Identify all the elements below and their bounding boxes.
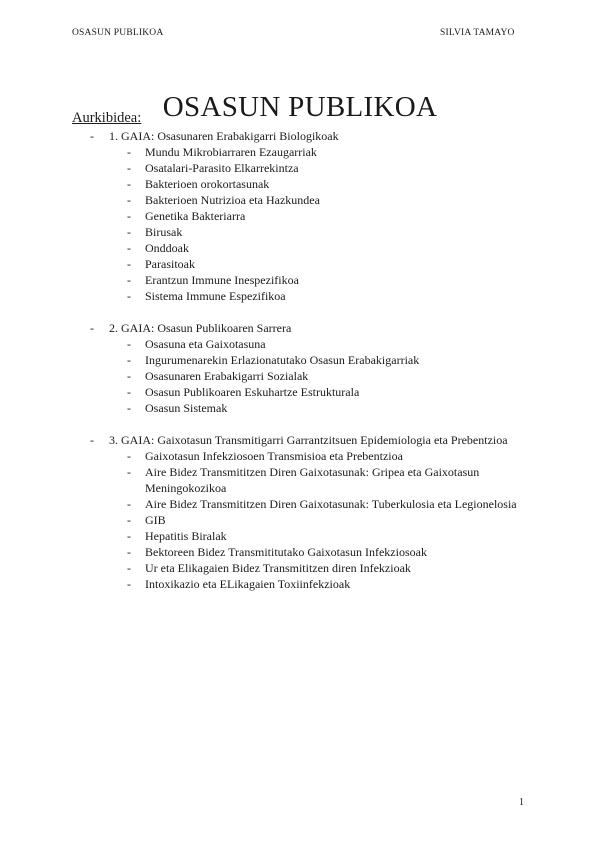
bullet-dash: - [127, 513, 131, 527]
toc-item [0, 576, 600, 592]
toc-item-label: Ingurumenarekin Erlazionatutako Osasun Erabakigarriak [145, 353, 420, 367]
toc-item [0, 512, 600, 528]
toc-item [0, 528, 600, 544]
toc-item [0, 448, 600, 464]
chapter-heading [0, 320, 600, 336]
toc-item [0, 144, 600, 160]
toc-item [0, 288, 600, 304]
toc-chapter [0, 128, 600, 320]
bullet-dash: - [127, 529, 131, 543]
chapter-label: 1. GAIA: Osasunaren Erabakigarri Biologikoak [109, 129, 339, 143]
toc-item-label: Hepatitis Biralak [145, 529, 227, 543]
toc-chapter [0, 432, 600, 592]
toc-item-label: Genetika Bakteriarra [145, 209, 246, 223]
toc-item [0, 160, 600, 176]
bullet-dash: - [127, 145, 131, 159]
toc-item-label: Erantzun Immune Inespezifikoa [145, 273, 299, 287]
toc-item-label: Osatalari-Parasito Elkarrekintza [145, 161, 299, 175]
toc-item [0, 496, 600, 512]
bullet-dash: - [90, 433, 94, 447]
bullet-dash: - [90, 129, 94, 143]
bullet-dash: - [127, 369, 131, 383]
chapter-items [0, 448, 600, 592]
toc-item [0, 224, 600, 240]
bullet-dash: - [127, 353, 131, 367]
page-number: 1 [519, 797, 524, 808]
bullet-dash: - [127, 401, 131, 415]
toc-item-label: Onddoak [145, 241, 189, 255]
bullet-dash: - [127, 561, 131, 575]
bullet-dash: - [127, 545, 131, 559]
chapter-spacer [0, 416, 600, 432]
toc-item-label: Birusak [145, 225, 183, 239]
toc-item-label: Mundu Mikrobiarraren Ezaugarriak [145, 145, 317, 159]
bullet-dash: - [127, 465, 131, 479]
toc-item [0, 272, 600, 288]
bullet-dash: - [127, 241, 131, 255]
toc-item [0, 368, 600, 384]
toc-item-label: Aire Bidez Transmititzen Diren Gaixotasunak: Gripea eta Gaixotasun Meningokozikoa [145, 465, 480, 495]
chapter-label: 3. GAIA: Gaixotasun Transmitigarri Garrantzitsuen Epidemiologia eta Prebentzioa [109, 433, 508, 447]
toc-item-label: Aire Bidez Transmititzen Diren Gaixotasunak: Tuberkulosia eta Legionelosia [145, 497, 517, 511]
toc-item-label: Bakterioen orokortasunak [145, 177, 270, 191]
bullet-dash: - [127, 257, 131, 271]
bullet-dash: - [127, 289, 131, 303]
bullet-dash: - [127, 161, 131, 175]
bullet-dash: - [127, 497, 131, 511]
toc-item [0, 192, 600, 208]
toc-item-label: Osasun Publikoaren Eskuhartze Estrukturala [145, 385, 360, 399]
chapter-heading [0, 128, 600, 144]
bullet-dash: - [127, 337, 131, 351]
toc-heading: Aurkibidea: [72, 110, 142, 126]
toc-item [0, 464, 600, 496]
bullet-dash: - [127, 577, 131, 591]
table-of-contents [0, 128, 600, 592]
toc-item [0, 240, 600, 256]
bullet-dash: - [127, 273, 131, 287]
toc-item [0, 256, 600, 272]
toc-item-label: Ur eta Elikagaien Bidez Transmititzen diren Infekzioak [145, 561, 411, 575]
toc-item-label: Osasunaren Erabakigarri Sozialak [145, 369, 309, 383]
chapter-heading [0, 432, 600, 448]
chapter-items [0, 336, 600, 416]
toc-item [0, 208, 600, 224]
chapter-spacer [0, 304, 600, 320]
toc-item-label: Parasitoak [145, 257, 195, 271]
toc-item [0, 400, 600, 416]
toc-item-label: Bektoreen Bidez Transmititutako Gaixotasun Infekziosoak [145, 545, 427, 559]
toc-item [0, 176, 600, 192]
running-header-right: SILVIA TAMAYO [440, 28, 515, 38]
bullet-dash: - [127, 209, 131, 223]
toc-item-label: Sistema Immune Espezifikoa [145, 289, 286, 303]
toc-item [0, 560, 600, 576]
bullet-dash: - [127, 177, 131, 191]
document-title: OSASUN PUBLIKOA [162, 91, 438, 124]
toc-item-label: Osasuna eta Gaixotasuna [145, 337, 266, 351]
running-header-left: OSASUN PUBLIKOA [72, 28, 164, 38]
bullet-dash: - [127, 225, 131, 239]
bullet-dash: - [127, 449, 131, 463]
toc-item [0, 336, 600, 352]
toc-item-label: Gaixotasun Infekziosoen Transmisioa eta Prebentzioa [145, 449, 403, 463]
bullet-dash: - [90, 321, 94, 335]
toc-item [0, 384, 600, 400]
toc-item-label: GIB [145, 513, 166, 527]
toc-item [0, 352, 600, 368]
toc-item-label: Intoxikazio eta ELikagaien Toxiinfekzioak [145, 577, 351, 591]
toc-item-label: Bakterioen Nutrizioa eta Hazkundea [145, 193, 320, 207]
bullet-dash: - [127, 193, 131, 207]
toc-item [0, 544, 600, 560]
toc-chapter [0, 320, 600, 432]
toc-item-label: Osasun Sistemak [145, 401, 228, 415]
bullet-dash: - [127, 385, 131, 399]
chapter-label: 2. GAIA: Osasun Publikoaren Sarrera [109, 321, 292, 335]
chapter-items [0, 144, 600, 304]
